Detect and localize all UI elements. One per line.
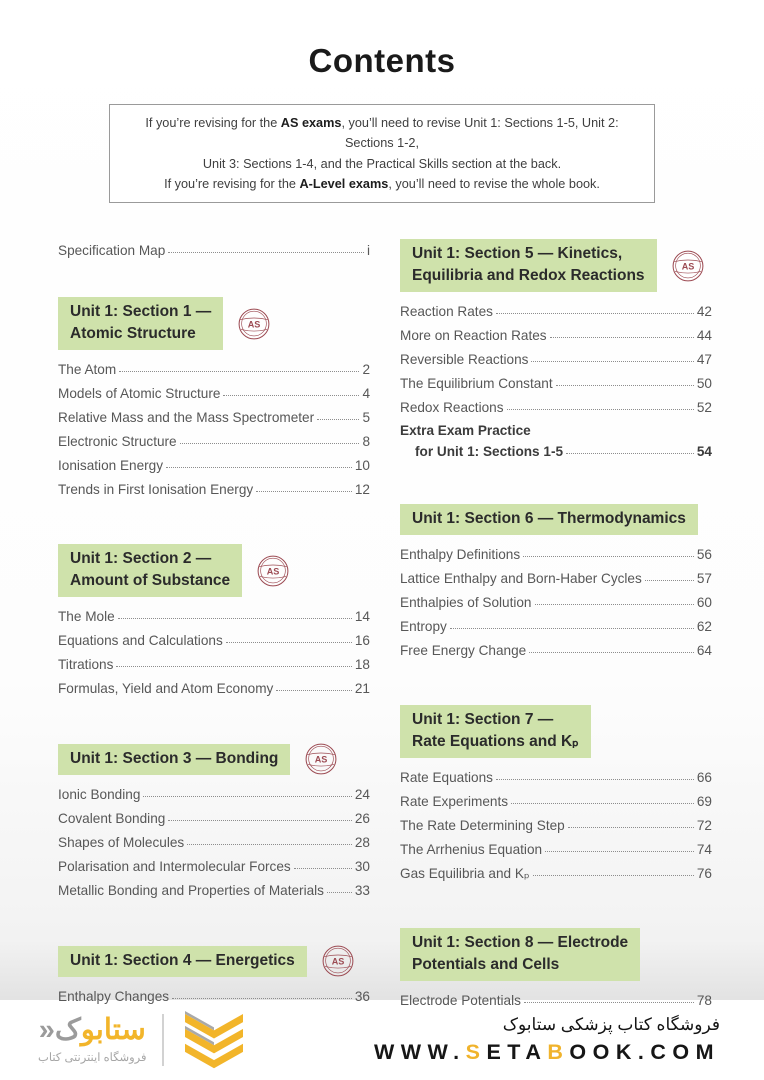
toc-entry bbox=[400, 814, 712, 838]
toc-entry bbox=[58, 807, 370, 831]
section-header bbox=[400, 504, 698, 535]
page-number: 74 bbox=[696, 842, 712, 858]
section-title-line: Unit 1: Section 3 — Bonding bbox=[70, 749, 279, 767]
page-number: 76 bbox=[696, 866, 712, 882]
section-title-line: Unit 1: Section 6 — Thermodynamics bbox=[412, 510, 686, 528]
notice-bold-as-exams: AS exams bbox=[280, 116, 342, 130]
toc-entry-label: Rate Equations bbox=[400, 770, 493, 786]
section-header-row bbox=[400, 239, 712, 292]
page-number: 16 bbox=[354, 633, 370, 649]
section-entries bbox=[58, 605, 370, 701]
page-number: 26 bbox=[354, 811, 370, 827]
toc-entry-label: Polarisation and Intermolecular Forces bbox=[58, 859, 291, 875]
dot-leader bbox=[116, 666, 351, 667]
toc-entry bbox=[400, 396, 712, 420]
toc-entry-label: Specification Map bbox=[58, 243, 166, 259]
page-number: 66 bbox=[696, 770, 712, 786]
toc-entry bbox=[400, 591, 712, 615]
page-number: 28 bbox=[354, 835, 370, 851]
dot-leader bbox=[226, 642, 352, 643]
dot-leader bbox=[256, 491, 352, 492]
toc-entry-label: Gas Equilibria and Kₚ bbox=[400, 866, 530, 882]
dot-leader bbox=[556, 385, 694, 386]
toc-entry-label: Free Energy Change bbox=[400, 643, 527, 659]
dot-leader bbox=[496, 313, 694, 314]
dot-leader bbox=[523, 556, 694, 557]
toc-entry-specification-map bbox=[58, 239, 370, 263]
section-title-line: Unit 1: Section 8 — Electrode bbox=[412, 934, 629, 952]
dot-leader bbox=[496, 779, 694, 780]
setabook-url bbox=[374, 1040, 720, 1065]
as-badge-icon bbox=[322, 945, 354, 977]
section-header bbox=[58, 297, 223, 350]
page-number: i bbox=[366, 243, 370, 259]
notice-text: , you’ll need to revise Unit 1: Sections 1-5, Unit 2: Sections 1-2, bbox=[341, 116, 619, 151]
page-number: 36 bbox=[354, 989, 370, 1005]
as-badge-icon bbox=[305, 743, 337, 775]
section-title-line: Equilibria and Redox Reactions bbox=[412, 267, 645, 285]
dot-leader bbox=[531, 361, 693, 362]
page-number: 2 bbox=[362, 362, 370, 378]
dot-leader bbox=[507, 409, 694, 410]
toc-entry-label: Titrations bbox=[58, 657, 114, 673]
toc-entry bbox=[58, 629, 370, 653]
toc-entry bbox=[58, 406, 370, 430]
brand-main: ستابو bbox=[80, 1014, 146, 1046]
toc-entry-label: The Equilibrium Constant bbox=[400, 376, 553, 392]
section-header bbox=[58, 744, 290, 775]
toc-entry-label: The Atom bbox=[58, 362, 117, 378]
page-number: 52 bbox=[696, 400, 712, 416]
toc-section bbox=[400, 239, 712, 462]
toc-column-left bbox=[58, 237, 370, 1013]
dot-leader bbox=[180, 443, 360, 444]
page-number: 56 bbox=[696, 547, 712, 563]
dot-leader bbox=[550, 337, 694, 338]
dot-leader bbox=[294, 868, 352, 869]
notice-bold-alevel-exams: A-Level exams bbox=[299, 176, 389, 191]
section-title-line: Atomic Structure bbox=[70, 325, 196, 343]
page-number: 10 bbox=[354, 458, 370, 474]
dot-leader bbox=[511, 803, 694, 804]
url-part: WWW. bbox=[373, 1040, 466, 1064]
section-header-row bbox=[400, 928, 712, 981]
toc-entry-label: Formulas, Yield and Atom Economy bbox=[58, 681, 274, 697]
dot-leader bbox=[529, 652, 694, 653]
page-number: 42 bbox=[696, 304, 712, 320]
brand-guillemet: « bbox=[38, 1014, 55, 1046]
setabook-chevron-logo-icon bbox=[179, 1011, 249, 1069]
toc-entry-label: Equations and Calculations bbox=[58, 633, 223, 649]
toc-entry bbox=[400, 543, 712, 567]
toc-section bbox=[58, 945, 370, 1009]
page-number: 4 bbox=[362, 386, 370, 402]
page-number: 44 bbox=[696, 328, 712, 344]
section-title-line: Amount of Substance bbox=[70, 572, 231, 590]
toc-entry bbox=[400, 838, 712, 862]
toc-section bbox=[58, 544, 370, 701]
section-entries bbox=[58, 985, 370, 1009]
toc-entry-label: Electrode Potentials bbox=[400, 993, 521, 1009]
revision-notice-box bbox=[109, 104, 655, 203]
url-part: ETA bbox=[486, 1040, 548, 1064]
page-number: 30 bbox=[354, 859, 370, 875]
setabook-text-group bbox=[374, 1015, 720, 1065]
toc-entry bbox=[400, 989, 712, 1013]
toc-entry-label: Reaction Rates bbox=[400, 304, 493, 320]
toc-entry-label: The Rate Determining Step bbox=[400, 818, 565, 834]
dot-leader bbox=[545, 851, 694, 852]
section-header bbox=[58, 946, 307, 977]
as-badge-label: AS bbox=[315, 754, 328, 765]
toc-column-right bbox=[400, 237, 712, 1013]
as-badge-icon bbox=[672, 250, 704, 282]
toc-entry-label: Redox Reactions bbox=[400, 400, 504, 416]
section-entries bbox=[400, 766, 712, 886]
toc-entry bbox=[58, 454, 370, 478]
toc-entry-label: More on Reaction Rates bbox=[400, 328, 547, 344]
toc-entry-label: Ionic Bonding bbox=[58, 787, 141, 803]
page-number: 57 bbox=[696, 571, 712, 587]
page-number: 62 bbox=[696, 619, 712, 635]
dot-leader bbox=[524, 1002, 694, 1003]
dot-leader bbox=[568, 827, 694, 828]
url-part-accent: B bbox=[547, 1040, 570, 1064]
section-title-line: Unit 1: Section 1 — bbox=[70, 303, 212, 321]
toc-entry-label: Metallic Bonding and Properties of Materials bbox=[58, 883, 324, 899]
toc-section bbox=[58, 297, 370, 502]
section-title-line: Potentials and Cells bbox=[412, 956, 560, 974]
toc-section bbox=[400, 504, 712, 663]
section-header-row bbox=[58, 544, 370, 597]
section-header-row bbox=[400, 705, 712, 758]
toc-entry bbox=[400, 567, 712, 591]
notice-line: Unit 3: Sections 1-4, and the Practical Skills section at the back. bbox=[202, 156, 562, 171]
toc-entry-label: Trends in First Ionisation Energy bbox=[58, 482, 254, 498]
page-number: 78 bbox=[696, 993, 712, 1009]
section-title-line: Rate Equations and Kₚ bbox=[412, 733, 579, 751]
toc-section bbox=[400, 705, 712, 886]
section-header bbox=[400, 928, 640, 981]
toc-entry bbox=[400, 766, 712, 790]
toc-entry-label: The Mole bbox=[58, 609, 115, 625]
toc-entry bbox=[58, 382, 370, 406]
section-header bbox=[400, 239, 657, 292]
toc-entry-label: Enthalpies of Solution bbox=[400, 595, 532, 611]
toc-entry-label: Reversible Reactions bbox=[400, 352, 529, 368]
section-title-line: Unit 1: Section 5 — Kinetics, bbox=[412, 245, 623, 263]
toc-entry bbox=[400, 790, 712, 814]
toc-entry-label: Enthalpy Definitions bbox=[400, 547, 521, 563]
setabook-wordmark bbox=[38, 1016, 147, 1064]
page-number: 64 bbox=[696, 643, 712, 659]
url-part: OOK.COM bbox=[569, 1040, 720, 1064]
dot-leader bbox=[168, 252, 364, 253]
toc-entry-label: Rate Experiments bbox=[400, 794, 509, 810]
page-number: 24 bbox=[354, 787, 370, 803]
section-header-row bbox=[58, 297, 370, 350]
section-entries bbox=[400, 300, 712, 462]
page-number: 72 bbox=[696, 818, 712, 834]
divider bbox=[162, 1014, 164, 1066]
dot-leader bbox=[533, 875, 694, 876]
section-header-row bbox=[58, 743, 370, 775]
toc-entry bbox=[58, 855, 370, 879]
dot-leader bbox=[276, 690, 352, 691]
section-header bbox=[400, 705, 591, 758]
toc-entry bbox=[58, 677, 370, 701]
page-number: 33 bbox=[354, 883, 370, 899]
notice-line bbox=[123, 113, 641, 154]
toc-entry-label: Shapes of Molecules bbox=[58, 835, 185, 851]
toc-entry bbox=[400, 615, 712, 639]
toc-entry-label: Ionisation Energy bbox=[58, 458, 164, 474]
toc-entry-label: for Unit 1: Sections 1-5 bbox=[415, 444, 564, 460]
dot-leader bbox=[166, 467, 352, 468]
section-title-line: Unit 1: Section 2 — bbox=[70, 550, 212, 568]
toc-entry bbox=[400, 348, 712, 372]
toc-entry-label: Electronic Structure bbox=[58, 434, 177, 450]
page-number: 14 bbox=[354, 609, 370, 625]
page-number: 5 bbox=[362, 410, 370, 426]
page-title: Contents bbox=[308, 42, 456, 79]
page-number: 69 bbox=[696, 794, 712, 810]
page-number: 50 bbox=[696, 376, 712, 392]
as-badge-icon bbox=[257, 555, 289, 587]
toc-entry-label: Lattice Enthalpy and Born-Haber Cycles bbox=[400, 571, 642, 587]
notice-text: If you’re revising for the bbox=[164, 176, 300, 191]
dot-leader bbox=[119, 371, 359, 372]
toc-entry bbox=[58, 879, 370, 903]
brand-kaf: ک bbox=[54, 1014, 81, 1046]
toc-entry bbox=[58, 653, 370, 677]
page-number: 54 bbox=[696, 444, 712, 460]
dot-leader bbox=[172, 998, 352, 999]
as-badge-label: AS bbox=[681, 261, 694, 272]
setabook-tagline: فروشگاه کتاب پزشکی ستابوک bbox=[502, 1015, 720, 1034]
url-part-accent: S bbox=[465, 1040, 487, 1064]
dot-leader bbox=[450, 628, 694, 629]
page-number: 47 bbox=[696, 352, 712, 368]
section-entries bbox=[400, 989, 712, 1013]
section-title-line: Unit 1: Section 4 — Energetics bbox=[70, 951, 295, 969]
dot-leader bbox=[535, 604, 694, 605]
toc-entry bbox=[58, 831, 370, 855]
dot-leader bbox=[143, 796, 351, 797]
toc-entry-line2 bbox=[400, 441, 712, 462]
setabook-store-subtitle: فروشگاه اینترنتی کتاب bbox=[38, 1052, 147, 1064]
page-number: 21 bbox=[354, 681, 370, 697]
dot-leader bbox=[327, 892, 352, 893]
page-number: 12 bbox=[354, 482, 370, 498]
toc-entry bbox=[400, 372, 712, 396]
section-header bbox=[58, 544, 242, 597]
toc-section bbox=[400, 928, 712, 1013]
toc-entry-label: Extra Exam Practice bbox=[400, 423, 531, 439]
toc-entry-label: The Arrhenius Equation bbox=[400, 842, 543, 858]
toc-entry bbox=[400, 324, 712, 348]
toc-entry bbox=[58, 478, 370, 502]
toc-entry bbox=[58, 430, 370, 454]
toc-entry bbox=[400, 639, 712, 663]
setabook-logo-group bbox=[38, 1011, 249, 1069]
toc-section bbox=[58, 743, 370, 903]
dot-leader bbox=[118, 618, 352, 619]
dot-leader bbox=[168, 820, 352, 821]
toc-entry-label: Covalent Bonding bbox=[58, 811, 166, 827]
dot-leader bbox=[317, 419, 359, 420]
toc-entry bbox=[58, 985, 370, 1009]
as-badge-icon bbox=[238, 308, 270, 340]
toc-entry-label: Relative Mass and the Mass Spectrometer bbox=[58, 410, 315, 426]
toc-entry bbox=[400, 862, 712, 886]
as-badge-label: AS bbox=[266, 566, 280, 577]
toc-entry-label: Enthalpy Changes bbox=[58, 989, 170, 1005]
dot-leader bbox=[645, 580, 694, 581]
section-entries bbox=[58, 783, 370, 903]
toc-entry bbox=[58, 605, 370, 629]
notice-line bbox=[123, 174, 641, 194]
left-sections bbox=[58, 297, 370, 1009]
toc-columns bbox=[0, 237, 764, 1013]
toc-entry bbox=[58, 358, 370, 382]
section-entries bbox=[58, 358, 370, 502]
right-sections bbox=[400, 239, 712, 1013]
as-badge-label: AS bbox=[331, 956, 345, 967]
toc-entry bbox=[400, 300, 712, 324]
page-number: 60 bbox=[696, 595, 712, 611]
as-badge-label: AS bbox=[247, 319, 261, 330]
toc-entry bbox=[400, 420, 712, 462]
section-header-row bbox=[400, 504, 712, 535]
setabook-brand-text bbox=[38, 1016, 147, 1045]
dot-leader bbox=[566, 453, 694, 454]
dot-leader bbox=[223, 395, 359, 396]
notice-text: If you’re revising for the bbox=[145, 116, 281, 130]
section-header-row bbox=[58, 945, 370, 977]
toc-entry-label: Models of Atomic Structure bbox=[58, 386, 221, 402]
dot-leader bbox=[187, 844, 352, 845]
section-title-line: Unit 1: Section 7 — bbox=[412, 711, 554, 729]
section-entries bbox=[400, 543, 712, 663]
page-number: 8 bbox=[362, 434, 370, 450]
toc-entry bbox=[58, 783, 370, 807]
page-number: 18 bbox=[354, 657, 370, 673]
notice-text: , you’ll need to revise the whole book. bbox=[388, 176, 600, 191]
toc-entry-label: Entropy bbox=[400, 619, 447, 635]
